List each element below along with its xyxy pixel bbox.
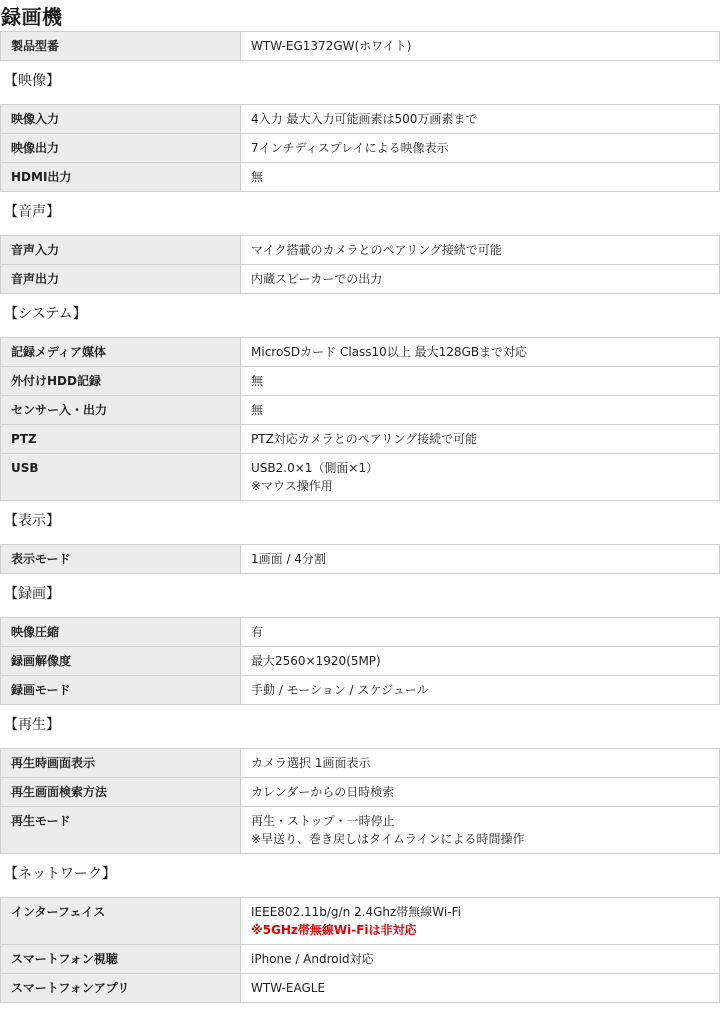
spec-value xyxy=(241,676,720,705)
spec-value-line: ※早送り、巻き戻しはタイムラインによる時間操作 xyxy=(251,832,525,846)
spec-table xyxy=(0,104,720,192)
spec-value-line: IEEE802.11b/g/n 2.4Ghz帯無線Wi-Fi xyxy=(251,905,461,919)
spec-label: インターフェイス xyxy=(1,898,241,945)
spec-value xyxy=(241,134,720,163)
spec-value xyxy=(241,974,720,1003)
spec-label: 映像圧縮 xyxy=(1,618,241,647)
spec-label: 再生画面検索方法 xyxy=(1,778,241,807)
spec-value xyxy=(241,163,720,192)
spec-section xyxy=(0,854,720,1003)
spec-row xyxy=(1,163,720,192)
spec-row xyxy=(1,105,720,134)
spec-label: スマートフォン視聴 xyxy=(1,945,241,974)
spec-table xyxy=(0,897,720,1003)
spec-value-line: 最大2560×1920(5MP) xyxy=(251,654,381,668)
spec-table xyxy=(0,235,720,294)
spec-label: USB xyxy=(1,454,241,501)
spec-value-line: PTZ対応カメラとのペアリング接続で可能 xyxy=(251,432,478,446)
spec-value-line: USB2.0×1（側面×1） xyxy=(251,461,379,475)
spec-label: 映像出力 xyxy=(1,134,241,163)
spec-table xyxy=(0,544,720,574)
spec-value xyxy=(241,396,720,425)
spec-row xyxy=(1,32,720,61)
spec-value xyxy=(241,338,720,367)
spec-label: 映像入力 xyxy=(1,105,241,134)
section-heading: 【録画】 xyxy=(4,586,60,602)
spec-row xyxy=(1,134,720,163)
spec-value xyxy=(241,945,720,974)
spec-value-line: ※マウス操作用 xyxy=(251,479,333,493)
spec-label: HDMI出力 xyxy=(1,163,241,192)
spec-table xyxy=(0,617,720,705)
section-heading: 【ネットワーク】 xyxy=(4,866,116,882)
spec-row xyxy=(1,807,720,854)
spec-warning-note: ※5GHz帯無線Wi-Fiは非対応 xyxy=(251,923,417,937)
spec-row xyxy=(1,265,720,294)
spec-value xyxy=(241,647,720,676)
spec-row xyxy=(1,425,720,454)
spec-label: 外付けHDD記録 xyxy=(1,367,241,396)
spec-value xyxy=(241,618,720,647)
spec-value-line: 有 xyxy=(251,625,264,639)
spec-section xyxy=(0,574,720,705)
spec-value xyxy=(241,265,720,294)
spec-section xyxy=(0,192,720,294)
section-heading: 【音声】 xyxy=(4,204,60,220)
spec-value xyxy=(241,749,720,778)
spec-value xyxy=(241,778,720,807)
spec-value-line: カメラ選択 1画面表示 xyxy=(251,756,371,770)
spec-label: PTZ xyxy=(1,425,241,454)
spec-value xyxy=(241,545,720,574)
spec-row xyxy=(1,647,720,676)
spec-value xyxy=(241,454,720,501)
spec-table xyxy=(0,337,720,501)
spec-value-line: 無 xyxy=(251,403,264,417)
spec-value-line: 無 xyxy=(251,374,264,388)
spec-section xyxy=(0,294,720,501)
section-heading: 【映像】 xyxy=(4,73,60,89)
spec-section xyxy=(0,501,720,574)
spec-row xyxy=(1,338,720,367)
spec-value xyxy=(241,425,720,454)
spec-value-line: マイク搭載のカメラとのペアリング接続で可能 xyxy=(251,243,502,257)
spec-sheet xyxy=(0,31,720,1003)
spec-row xyxy=(1,676,720,705)
spec-value-line: 7インチディスプレイによる映像表示 xyxy=(251,141,449,155)
spec-label: スマートフォンアプリ xyxy=(1,974,241,1003)
section-heading: 【システム】 xyxy=(4,306,87,322)
spec-row xyxy=(1,778,720,807)
spec-section xyxy=(0,705,720,854)
spec-value-line: WTW-EG1372GW(ホワイト) xyxy=(251,39,412,53)
spec-value xyxy=(241,898,720,945)
spec-row xyxy=(1,236,720,265)
spec-label: 録画モード xyxy=(1,676,241,705)
spec-row xyxy=(1,454,720,501)
spec-label: 製品型番 xyxy=(1,32,241,61)
spec-value-line: WTW-EAGLE xyxy=(251,981,326,995)
spec-value xyxy=(241,807,720,854)
page-title: 録画機 xyxy=(1,5,63,29)
spec-value-line: 手動 / モーション / スケジュール xyxy=(251,683,429,697)
spec-table xyxy=(0,748,720,854)
spec-row xyxy=(1,545,720,574)
spec-row xyxy=(1,945,720,974)
spec-label: 表示モード xyxy=(1,545,241,574)
spec-label: センサー入・出力 xyxy=(1,396,241,425)
spec-section xyxy=(0,61,720,192)
spec-label: 記録メディア媒体 xyxy=(1,338,241,367)
spec-table xyxy=(0,31,720,61)
spec-label: 音声入力 xyxy=(1,236,241,265)
spec-row xyxy=(1,396,720,425)
spec-row xyxy=(1,898,720,945)
spec-row xyxy=(1,974,720,1003)
spec-value-line: MicroSDカード Class10以上 最大128GBまで対応 xyxy=(251,345,528,359)
spec-label: 再生時画面表示 xyxy=(1,749,241,778)
spec-value xyxy=(241,367,720,396)
spec-value xyxy=(241,32,720,61)
spec-value-line: 内蔵スピーカーでの出力 xyxy=(251,272,383,286)
spec-value xyxy=(241,105,720,134)
spec-row xyxy=(1,618,720,647)
section-heading: 【再生】 xyxy=(4,717,60,733)
spec-value-line: カレンダーからの日時検索 xyxy=(251,785,395,799)
spec-label: 音声出力 xyxy=(1,265,241,294)
spec-value-line: 4入力 最大入力可能画素は500万画素まで xyxy=(251,112,478,126)
spec-row xyxy=(1,749,720,778)
section-heading: 【表示】 xyxy=(4,513,60,529)
spec-section xyxy=(0,31,720,61)
spec-value-line: 1画面 / 4分割 xyxy=(251,552,326,566)
spec-value-line: iPhone / Android対応 xyxy=(251,952,374,966)
spec-value xyxy=(241,236,720,265)
spec-row xyxy=(1,367,720,396)
spec-label: 録画解像度 xyxy=(1,647,241,676)
spec-value-line: 無 xyxy=(251,170,264,184)
spec-label: 再生モード xyxy=(1,807,241,854)
spec-value-line: 再生・ストップ・一時停止 xyxy=(251,814,395,828)
